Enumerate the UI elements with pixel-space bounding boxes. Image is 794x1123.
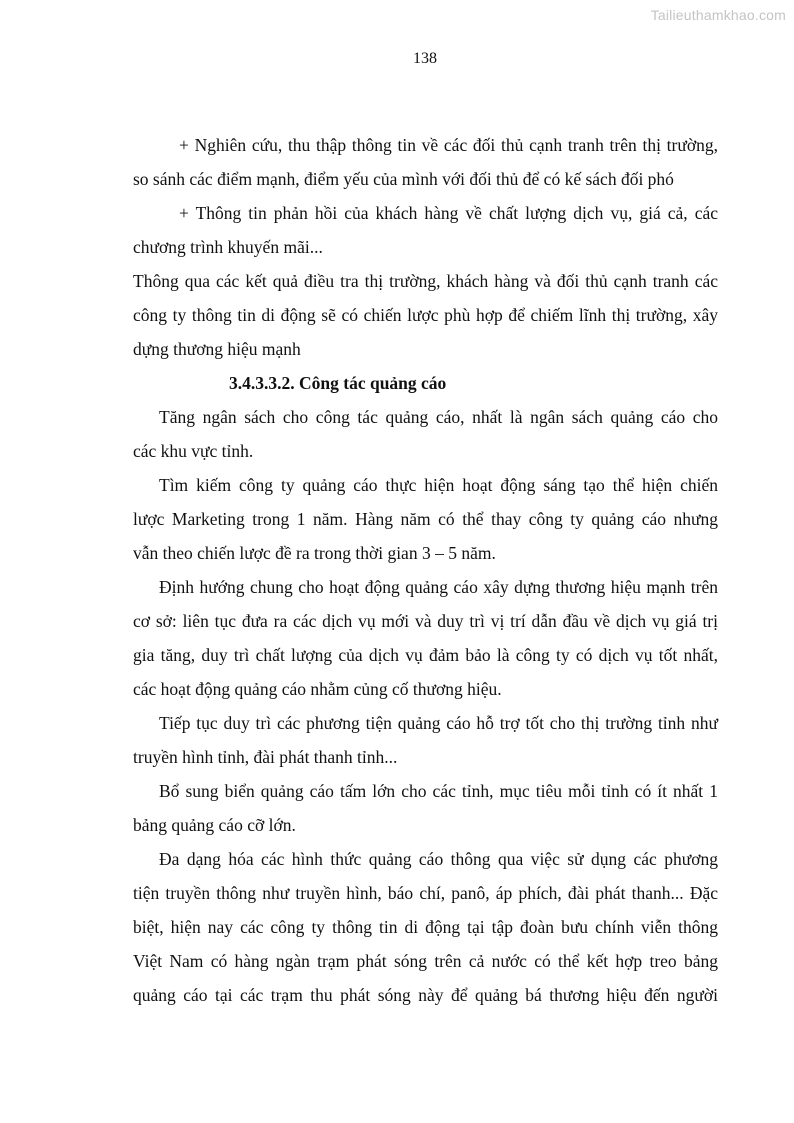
text-line: gia tăng, duy trì chất lượng của dịch vụ đảm bảo là công ty có dịch vụ tốt nhất,: [133, 645, 718, 665]
text-line: quảng cáo tại các trạm thu phát sóng này để quảng bá thương hiệu đến người: [133, 985, 718, 1005]
text-line: Thông qua các kết quả điều tra thị trường, khách hàng và đối thủ cạnh tranh các: [133, 271, 718, 291]
page-number: 138: [413, 50, 437, 67]
text-line: Tiếp tục duy trì các phương tiện quảng cáo hỗ trợ tốt cho thị trường tỉnh như: [159, 713, 718, 733]
text-line: tiện truyền thông như truyền hình, báo chí, panô, áp phích, đài phát thanh... Đặc: [133, 883, 718, 903]
text-line: các khu vực tỉnh.: [133, 441, 254, 461]
text-line: dựng thương hiệu mạnh: [133, 339, 301, 359]
text-line: vẫn theo chiến lược đề ra trong thời gian 3 – 5 năm.: [133, 543, 496, 563]
document-body: [133, 128, 718, 1012]
text-line: Đa dạng hóa các hình thức quảng cáo thông qua việc sử dụng các phương: [159, 849, 718, 869]
text-line: lược Marketing trong 1 năm. Hàng năm có thể thay công ty quảng cáo nhưng: [133, 509, 718, 529]
bullet-competitor-research: + Nghiên cứu, thu thập thông tin về các đối thủ cạnh tranh trên thị trường,: [179, 135, 718, 155]
text-line: truyền hình tỉnh, đài phát thanh tỉnh...: [133, 747, 398, 767]
section-heading: 3.4.3.3.2. Công tác quảng cáo: [229, 373, 447, 393]
text-line: các hoạt động quảng cáo nhằm củng cố thương hiệu.: [133, 679, 502, 699]
text-line: chương trình khuyến mãi...: [133, 237, 323, 257]
text-line: cơ sở: liên tục đưa ra các dịch vụ mới và duy trì vị trí dẫn đầu về dịch vụ giá trị: [133, 611, 718, 631]
text-line: công ty thông tin di động sẽ có chiến lược phù hợp để chiếm lĩnh thị trường, xây: [133, 305, 718, 325]
text-line: Bổ sung biển quảng cáo tấm lớn cho các tỉnh, mục tiêu mỗi tỉnh có ít nhất 1: [159, 781, 718, 801]
text-line: Định hướng chung cho hoạt động quảng cáo xây dựng thương hiệu mạnh trên: [159, 577, 718, 597]
text-line: biệt, hiện nay các công ty thông tin di động tại tập đoàn bưu chính viễn thông: [133, 917, 718, 937]
text-line: bảng quảng cáo cỡ lớn.: [133, 815, 296, 835]
text-line: Tìm kiếm công ty quảng cáo thực hiện hoạt động sáng tạo thể hiện chiến: [159, 475, 718, 495]
text-line: so sánh các điểm mạnh, điểm yếu của mình với đối thủ để có kế sách đối phó: [133, 169, 674, 189]
text-line: Việt Nam có hàng ngàn trạm phát sóng trên cả nước có thể kết hợp treo bảng: [133, 951, 718, 971]
text-line: Tăng ngân sách cho công tác quảng cáo, nhất là ngân sách quảng cáo cho: [159, 407, 718, 427]
bullet-customer-feedback: + Thông tin phản hồi của khách hàng về chất lượng dịch vụ, giá cả, các: [179, 203, 718, 223]
watermark: Tailieuthamkhao.com: [650, 7, 786, 23]
